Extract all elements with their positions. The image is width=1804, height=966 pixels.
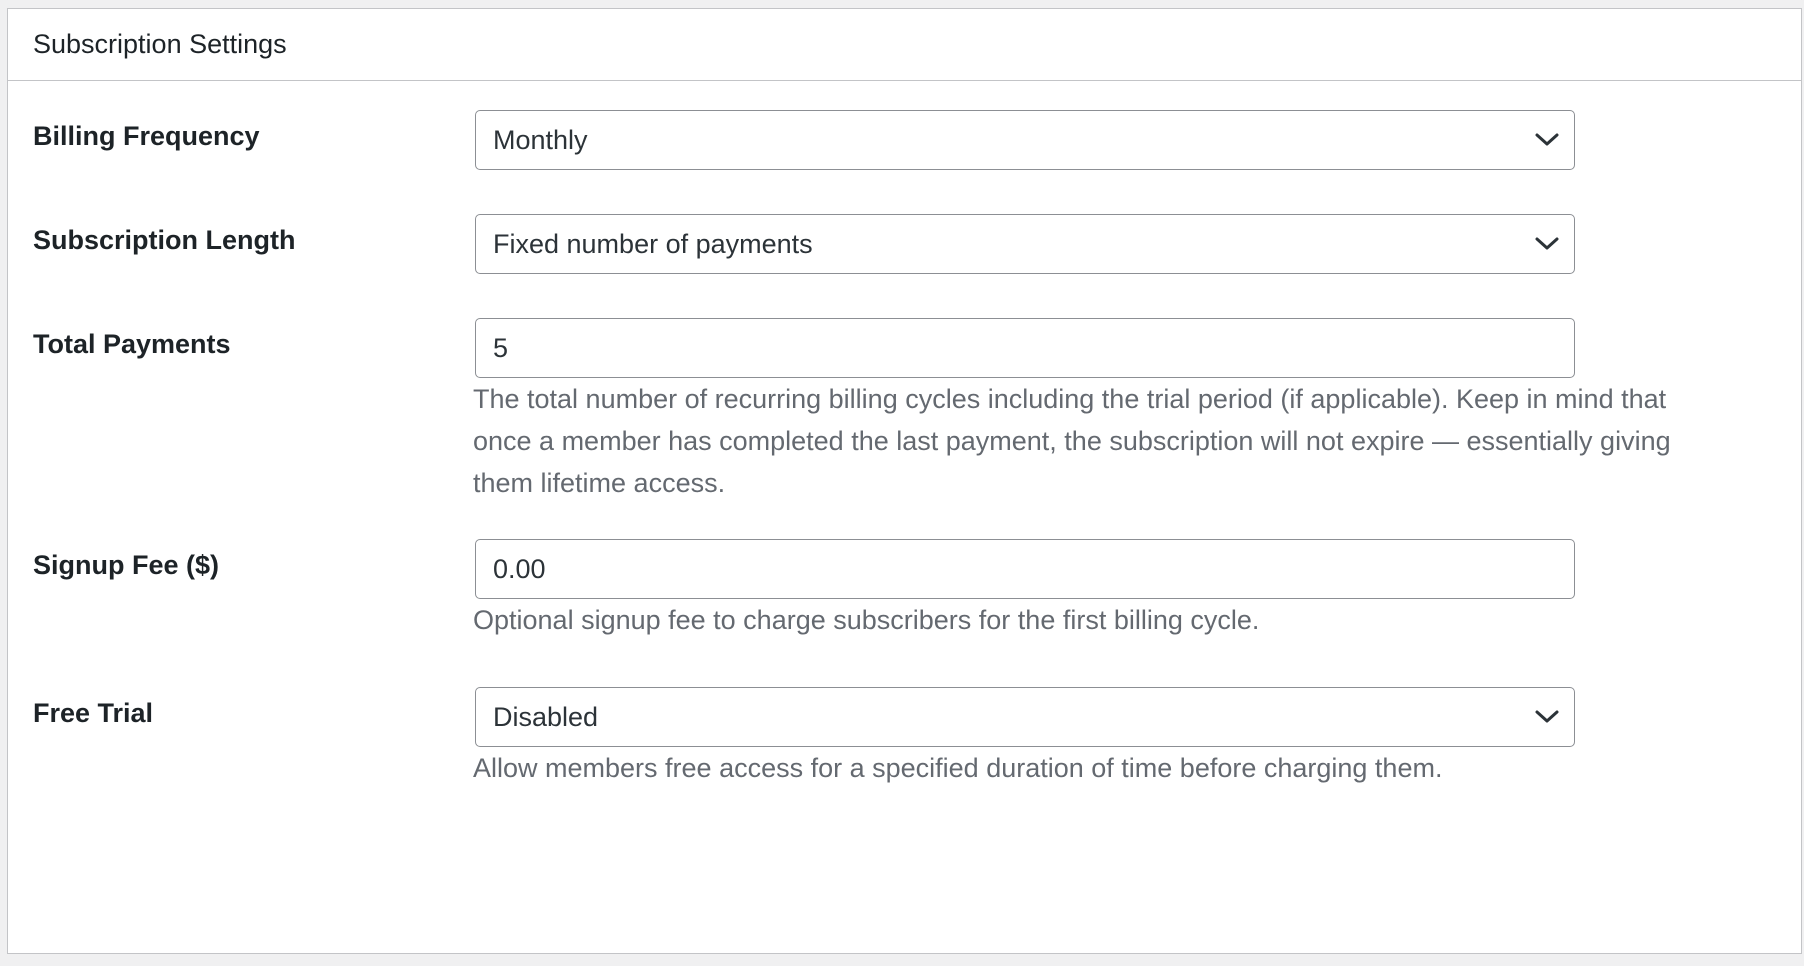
total-payments-input[interactable] [475, 318, 1575, 378]
signup-fee-label: Signup Fee ($) [33, 550, 220, 580]
subscription-length-label: Subscription Length [33, 225, 296, 255]
total-payments-label: Total Payments [33, 329, 231, 359]
chevron-down-icon [1534, 709, 1560, 725]
subscription-length-select[interactable] [475, 214, 1575, 274]
total-payments-value: 5 [493, 332, 509, 363]
free-trial-select[interactable] [475, 687, 1575, 747]
billing-frequency-value: Monthly [493, 124, 588, 155]
total-payments-description: The total number of recurring billing cycles including the trial period (if applicable). Keep in mind that once a member has completed the last payment, the subscription will not expire — essentially giving them lifetime access. [473, 384, 1671, 498]
billing-frequency-label: Billing Frequency [33, 121, 260, 151]
subscription-length-value: Fixed number of payments [493, 228, 813, 259]
signup-fee-input[interactable] [475, 539, 1575, 599]
signup-fee-description: Optional signup fee to charge subscribers for the first billing cycle. [473, 605, 1260, 635]
signup-fee-value: 0.00 [493, 553, 546, 584]
free-trial-description: Allow members free access for a specified duration of time before charging them. [473, 753, 1443, 783]
billing-frequency-select[interactable] [475, 110, 1575, 170]
free-trial-label: Free Trial [33, 698, 154, 728]
subscription-settings-panel [7, 8, 1802, 954]
free-trial-value: Disabled [493, 701, 599, 732]
panel-header [8, 9, 1801, 81]
chevron-down-icon [1534, 236, 1560, 252]
panel-title: Subscription Settings [33, 29, 287, 59]
chevron-down-icon [1534, 132, 1560, 148]
